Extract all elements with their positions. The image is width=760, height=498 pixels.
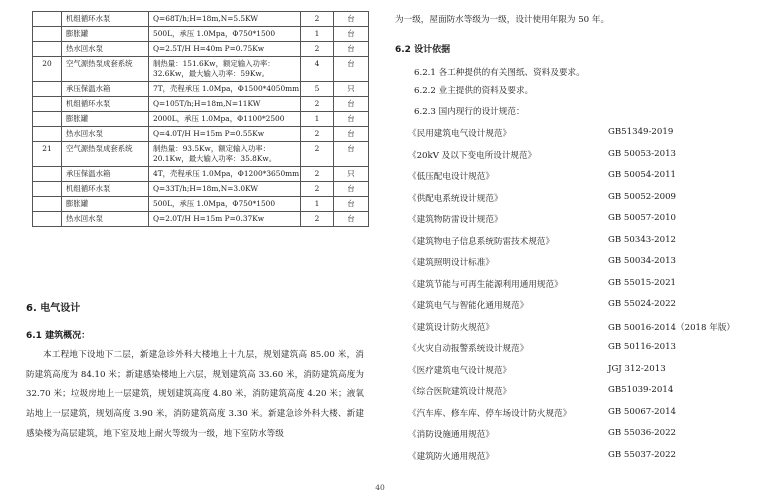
section-title: 6. 电气设计 [26,303,81,314]
quantity: 2 [301,182,334,197]
standard-row [408,256,738,268]
equipment-spec: 4T，壳程承压 1.0Mpa，Φ1200*3650mm [149,167,301,182]
unit: 台 [334,127,369,142]
row-number: 21 [33,142,62,167]
quantity: 1 [301,27,334,42]
row-number [33,97,62,112]
equipment-spec: Q=68T/h;H=18m,N=5.5KW [149,12,301,27]
equipment-name: 空气源热泵成套系统 [62,57,149,82]
standard-name: 《综合医院建筑设计规范》 [408,387,512,397]
unit: 台 [334,97,369,112]
row-number: 20 [33,57,62,82]
equipment-spec: 7T，壳程承压 1.0Mpa，Φ1500*4050mm [149,82,301,97]
table-row [33,167,369,182]
page-number: 40 [375,483,385,492]
row-number [33,12,62,27]
unit: 台 [334,27,369,42]
quantity: 1 [301,112,334,127]
basis-item: 6.2.3 国内现行的设计规范： [414,107,525,117]
equipment-name: 空气源热泵成套系统 [62,142,149,167]
standard-code: GB 50054-2011 [608,170,677,180]
quantity: 2 [301,12,334,27]
standard-row [408,407,738,419]
overview-paragraph: 本工程地下设地下二层，新建急诊外科大楼地上十九层，规划建筑高 85.00 米，消防建筑高度为 84.10 米；新建感染楼地上六层，规划建筑高 33.60 米，消防建筑高度为 32.70 米；垃圾房地上一层建筑，规划建筑高度 4.80 米，消防建筑高度 4.20 米；液氧站地上一层建筑，规划高度 3.90 米，消防建筑高度 3.30 米。新建急诊外科大楼、新建感染楼为高层建筑，地下室及地上耐火等级为一级，地下室防水等级 [26,350,364,439]
unit: 台 [334,112,369,127]
unit: 台 [334,42,369,57]
standard-code: GB 55036-2022 [608,428,677,438]
row-number [33,197,62,212]
equipment-name: 承压保温水箱 [62,82,149,97]
standard-row [408,278,738,290]
standard-row [408,127,738,139]
standard-row [408,299,738,311]
quantity: 2 [301,212,334,227]
table-row [33,82,369,97]
quantity: 2 [301,42,334,57]
unit: 只 [334,167,369,182]
standard-name: 《建筑电气与智能化通用规范》 [408,301,529,311]
table-row [33,197,369,212]
row-number [33,182,62,197]
unit: 台 [334,142,369,167]
standard-row [408,192,738,204]
row-number [33,112,62,127]
table-row [33,142,369,167]
standard-name: 《低压配电设计规范》 [408,172,494,182]
basis-item: 6.2.2 业主提供的资料及要求。 [414,86,534,96]
table-row [33,127,369,142]
equipment-spec: Q=105T/h;H=18m,N=11KW [149,97,301,112]
standard-name: 《建筑设计防火规范》 [408,322,494,333]
standard-code: GB 50067-2014 [608,406,677,417]
quantity: 1 [301,197,334,212]
quantity: 2 [301,127,334,142]
standard-name: 《民用建筑电气设计规范》 [408,129,512,139]
table-row [33,182,369,197]
standard-name: 《建筑防火通用规范》 [408,451,494,462]
standard-code: GB 50034-2013 [608,256,677,266]
standard-code: GB 55015-2021 [608,277,677,288]
standard-code: GB 55037-2022 [608,449,677,460]
table-row [33,97,369,112]
standard-row [408,170,738,182]
unit: 台 [334,57,369,82]
standard-name: 《汽车库、修车库、停车场设计防火规范》 [408,408,572,419]
row-number [33,212,62,227]
standard-row [408,364,738,376]
row-number [33,42,62,57]
equipment-spec: 制热量：93.5Kw，额定输入功率：20.1Kw，最大输入功率：35.8Kw。 [149,142,301,167]
standard-code: GB51039-2014 [608,385,674,395]
equipment-spec: 500L，承压 1.0Mpa，Φ750*1500 [149,27,301,42]
equipment-spec: Q=33T/h;H=18m,N=3.0KW [149,182,301,197]
standard-code: GB 50016-2014（2018 年版） [608,322,736,333]
equipment-name: 膨胀罐 [62,112,149,127]
standard-code: GB 50057-2010 [608,213,677,223]
equipment-spec: 制热量：151.6Kw，额定输入功率：32.6Kw，最大输入功率：59Kw。 [149,57,301,82]
standard-code: GB 50053-2013 [608,148,677,159]
standard-name: 《火灾自动报警系统设计规范》 [408,344,529,354]
row-number [33,27,62,42]
standard-row [408,342,738,354]
standard-name: 《供配电系统设计规范》 [408,193,503,204]
continued-text: 为一级，屋面防水等级为一级，设计使用年限为 50 年。 [395,15,610,25]
table-row [33,112,369,127]
unit: 台 [334,182,369,197]
row-number [33,167,62,182]
quantity: 5 [301,82,334,97]
table-row [33,27,369,42]
equipment-name: 机组循环水泵 [62,12,149,27]
standard-row [408,450,738,462]
standard-code: GB 50052-2009 [608,191,677,202]
standard-row [408,321,738,333]
standard-row [408,385,738,397]
standard-row [408,428,738,440]
unit: 台 [334,12,369,27]
quantity: 2 [301,142,334,167]
equipment-name: 机组循环水泵 [62,182,149,197]
equipment-name: 膨胀罐 [62,197,149,212]
row-number [33,127,62,142]
standard-code: JGJ 312-2013 [608,363,666,374]
basis-item: 6.2.1 各工种提供的有关图纸、资料及要求。 [414,68,585,78]
unit: 台 [334,212,369,227]
unit: 台 [334,197,369,212]
equipment-name: 热水回水泵 [62,42,149,57]
table-row [33,42,369,57]
row-number [33,82,62,97]
standard-row [408,149,738,161]
design-basis-title: 6.2 设计依据 [395,45,451,55]
equipment-spec: Q=2.0T/H H=15m P=0.37Kw [149,212,301,227]
standard-code: GB51349-2019 [608,127,674,137]
standard-name: 《建筑节能与可再生能源利用通用规范》 [408,279,563,290]
unit: 只 [334,82,369,97]
equipment-name: 机组循环水泵 [62,97,149,112]
standard-code: GB 50343-2012 [608,234,677,245]
standard-name: 《建筑照明设计标准》 [408,258,494,268]
standard-name: 《建筑物电子信息系统防雷技术规范》 [408,236,555,247]
quantity: 2 [301,97,334,112]
standard-name: 《医疗建筑电气设计规范》 [408,365,512,376]
standard-code: GB 55024-2022 [608,299,677,309]
equipment-spec: 2000L，承压 1.0Mpa，Φ1100*2500 [149,112,301,127]
equipment-spec: 500L，承压 1.0Mpa，Φ750*1500 [149,197,301,212]
standard-name: 《消防设施通用规范》 [408,430,494,440]
equipment-name: 膨胀罐 [62,27,149,42]
standard-name: 《建筑物防雷设计规范》 [408,215,503,225]
subsection-title: 6.1 建筑概况： [26,331,91,341]
equipment-name: 承压保温水箱 [62,167,149,182]
table-row [33,12,369,27]
equipment-table [32,11,369,227]
equipment-spec: Q=4.0T/H H=15m P=0.55Kw [149,127,301,142]
standard-row [408,213,738,225]
standard-name: 《20kV 及以下变电所设计规范》 [408,150,537,161]
equipment-name: 热水回水泵 [62,127,149,142]
standard-row [408,235,738,247]
quantity: 4 [301,57,334,82]
quantity: 2 [301,167,334,182]
equipment-name: 热水回水泵 [62,212,149,227]
table-row [33,212,369,227]
table-row [33,57,369,82]
equipment-spec: Q=2.5T/H H=40m P=0.75Kw [149,42,301,57]
standard-code: GB 50116-2013 [608,342,677,352]
